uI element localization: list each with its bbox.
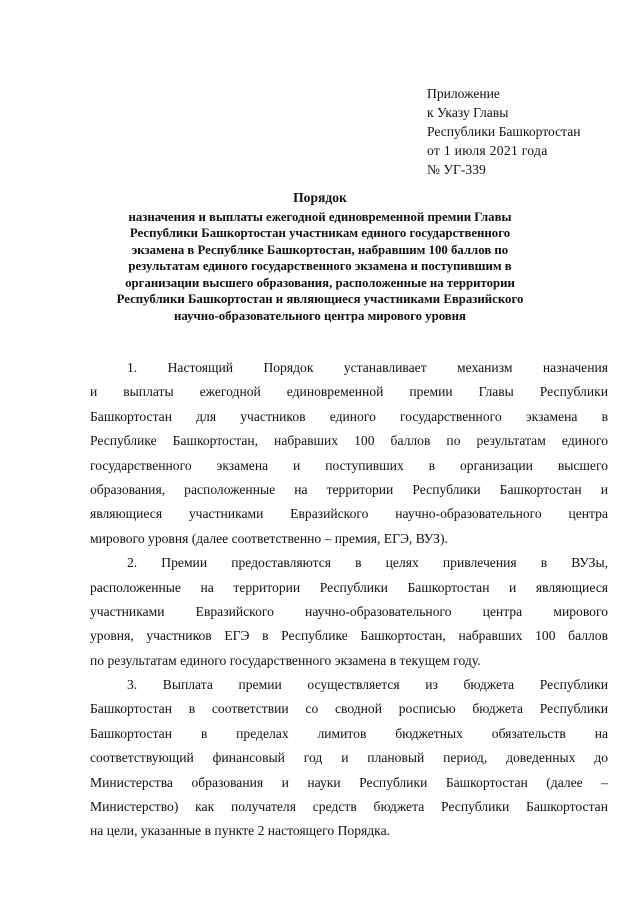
document-title [80,190,560,324]
paragraph-1 [90,356,608,551]
text-line: уровня, участников ЕГЭ в Республике Башкортостан, набравших 100 баллов [90,628,608,644]
document-body [90,356,608,844]
appendix-label: Приложение [427,86,500,101]
paragraph-3 [90,673,608,844]
text-line: Башкортостан для участников единого государственного экзамена в [90,408,608,424]
text-line: и выплаты ежегодной единовременной премии Главы Республики [90,384,608,400]
text-line: образования, расположенные на территории Республики Башкортостан и [90,481,608,497]
title-line: научно-образовательного центра мирового уровня [174,308,466,323]
text-line: 3. Выплата премии осуществляется из бюджета Республики [127,677,608,693]
text-line: расположенные на территории Республики Башкортостан и являющиеся [90,579,608,595]
title-main: Порядок [293,190,347,205]
paragraph-2 [90,551,608,673]
text-line: Башкортостан в пределах лимитов бюджетных обязательств на [90,725,608,741]
text-line: участниками Евразийского научно-образовательного центра мирового [90,603,608,619]
appendix-number: № УГ-339 [427,162,486,177]
title-line: экзамена в Республике Башкортостан, набравшим 100 баллов по [131,242,509,257]
text-line: Республике Башкортостан, набравших 100 баллов по результатам единого [90,433,608,449]
appendix-decree-ref: к Указу Главы [427,105,509,120]
text-line: мирового уровня (далее соответственно – премия, ЕГЭ, ВУЗ). [90,530,448,546]
text-line: на цели, указанные в пункте 2 настоящего Порядка. [90,823,391,839]
text-line: соответствующий финансовый год и плановый период, доведенных до [90,750,608,766]
text-line: Министерства образования и науки Республики Башкортостан (далее – [90,774,608,790]
text-line: Башкортостан в соответствии со сводной росписью бюджета Республики [90,701,608,717]
appendix-header [427,84,627,179]
text-line: Министерство) как получателя средств бюджета Республики Башкортостан [90,799,608,815]
title-line: организации высшего образования, расположенные на территории [125,275,515,290]
title-line: результатам единого государственного экзамена и поступившим в [128,259,512,273]
title-line: назначения и выплаты ежегодной единовременной премии Главы [128,209,512,224]
text-line: по результатам единого государственного экзамена в текущем году. [90,652,481,668]
text-line: 2. Премии предоставляются в целях привлечения в ВУЗы, [127,555,608,571]
title-line: Республики Башкортостан и являющиеся участниками Евразийского [116,292,524,306]
text-line: 1. Настоящий Порядок устанавливает механизм назначения [127,360,608,375]
title-line: Республики Башкортостан участникам единого государственного [129,226,511,240]
text-line: являющиеся участниками Евразийского научно-образовательного центра [90,506,608,522]
appendix-date: от 1 июля 2021 года [427,143,548,158]
appendix-republic: Республики Башкортостан [427,124,581,139]
text-line: государственного экзамена и поступивших в организации высшего [90,457,608,473]
